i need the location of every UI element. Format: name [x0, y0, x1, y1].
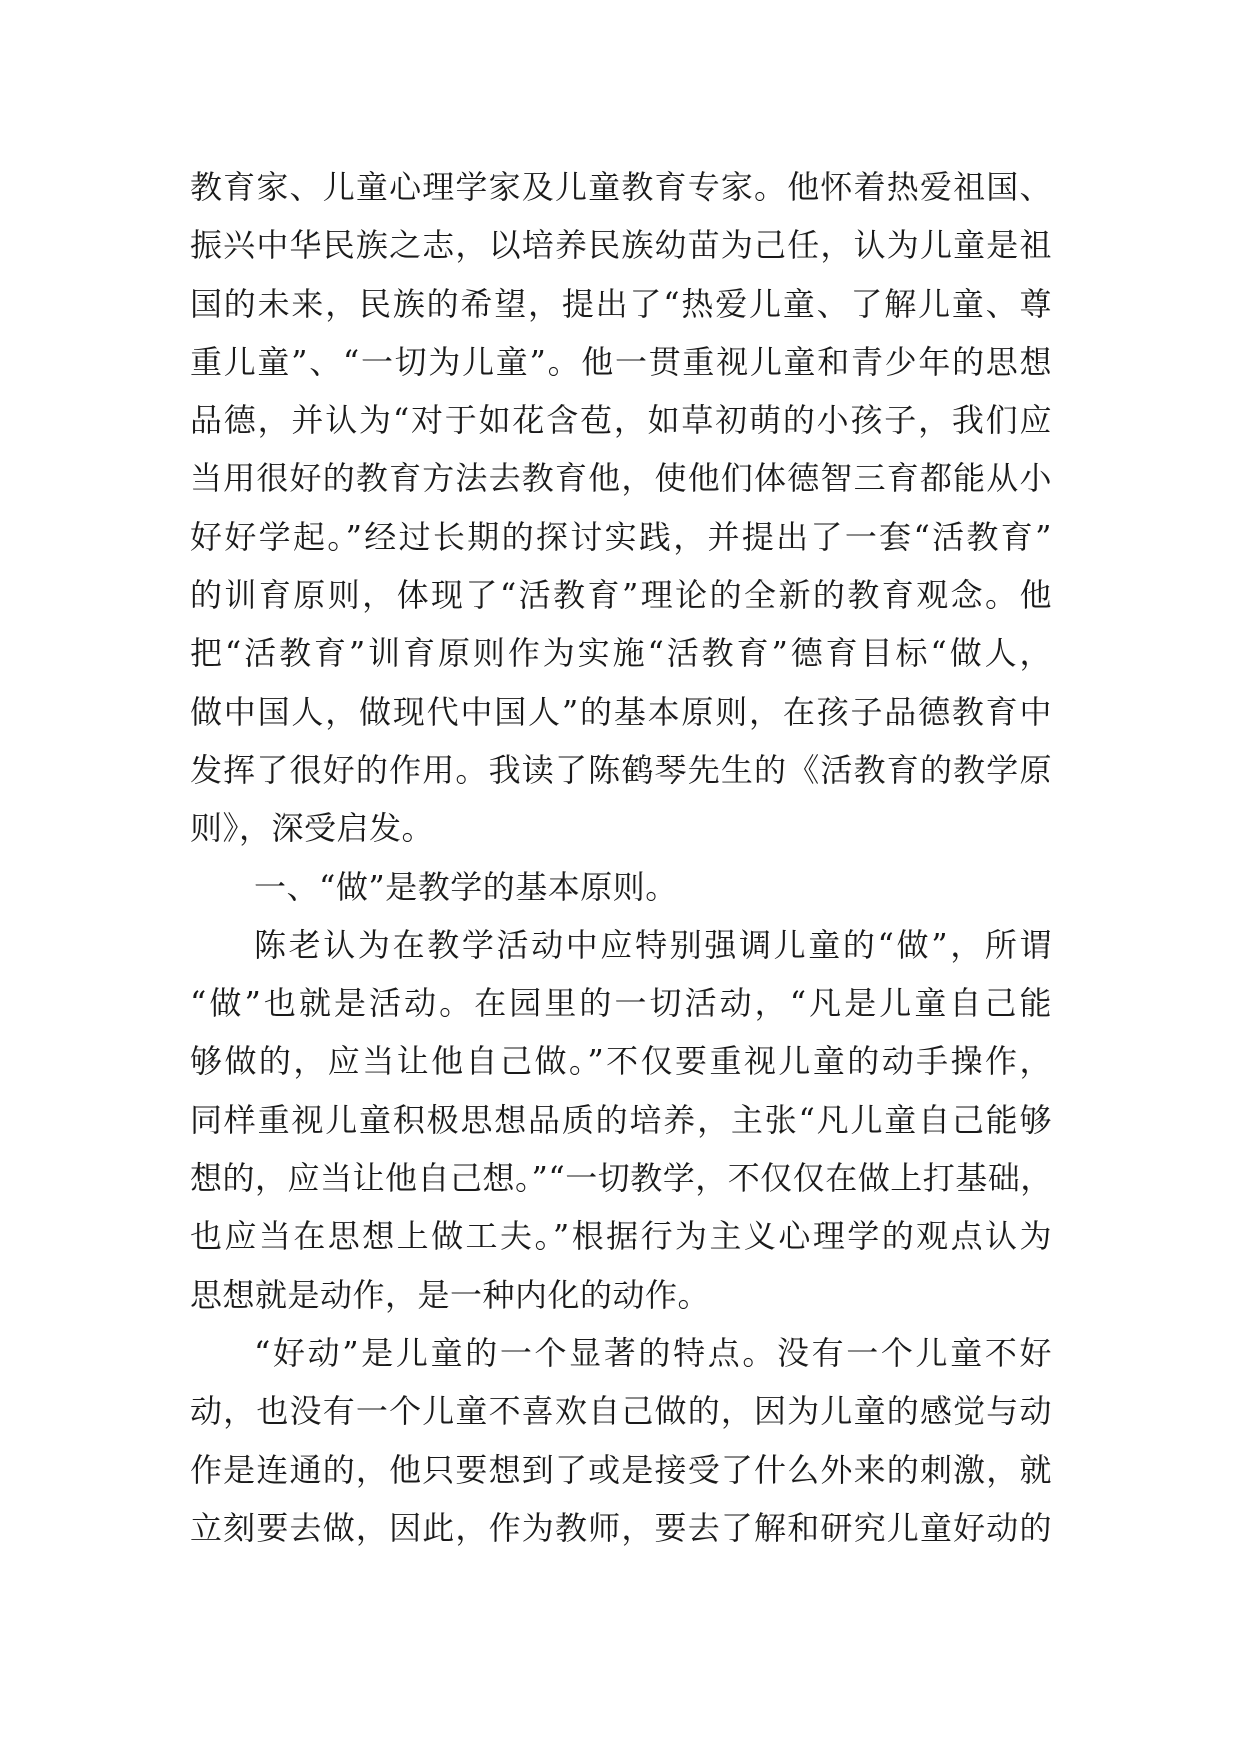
text-line: 想的，应当让他自己想。”“一切教学，不仅仅在做上打基础，: [190, 1159, 1053, 1198]
text-line: 则》，深受启发。: [190, 809, 435, 848]
text-line: 国的未来，民族的希望，提出了“热爱儿童、了解儿童、尊: [190, 284, 1052, 323]
text-line: 振兴中华民族之志，以培养民族幼苗为己任，认为儿童是祖: [190, 226, 1052, 265]
text-line: “好动”是儿童的一个显著的特点。没有一个儿童不好: [254, 1333, 1052, 1372]
text-line: 的训育原则，体现了“活教育”理论的全新的教育观念。他: [190, 576, 1052, 615]
text-line: 思想就是动作，是一种内化的动作。: [190, 1275, 711, 1314]
text-line: 品德，并认为“对于如花含苞，如草初萌的小孩子，我们应: [190, 401, 1052, 440]
text-line: 好好学起。”经过长期的探讨实践，并提出了一套“活教育”: [190, 517, 1052, 556]
text-line: 同样重视儿童积极思想品质的培养，主张“凡儿童自己能够: [190, 1100, 1052, 1139]
text-line: 重儿童”、“一切为儿童”。他一贯重视儿童和青少年的思想: [190, 342, 1052, 381]
text-line: 做中国人，做现代中国人”的基本原则，在孩子品德教育中: [190, 692, 1052, 731]
text-line: 作是连通的，他只要想到了或是接受了什么外来的刺激，就: [190, 1450, 1052, 1489]
text-line: 立刻要去做，因此，作为教师，要去了解和研究儿童好动的: [190, 1508, 1052, 1547]
text-line: 教育家、儿童心理学家及儿童教育专家。他怀着热爱祖国、: [190, 168, 1052, 206]
text-line: 够做的，应当让他自己做。”不仅要重视儿童的动手操作，: [190, 1042, 1052, 1081]
text-line: 一、“做”是教学的基本原则。: [254, 867, 678, 906]
text-line: 陈老认为在教学活动中应特别强调儿童的“做”，所谓: [254, 925, 1052, 964]
body-text: [190, 158, 1052, 1557]
text-line: 动，也没有一个儿童不喜欢自己做的，因为儿童的感觉与动: [190, 1392, 1052, 1431]
text-line: 当用很好的教育方法去教育他，使他们体德智三育都能从小: [190, 459, 1052, 498]
text-line: “做”也就是活动。在园里的一切活动，“凡是儿童自己能: [190, 984, 1052, 1023]
text-line: 发挥了很好的作用。我读了陈鹤琴先生的《活教育的教学原: [190, 750, 1052, 789]
text-line: 也应当在思想上做工夫。”根据行为主义心理学的观点认为: [190, 1217, 1052, 1256]
text-line: 把“活教育”训育原则作为实施“活教育”德育目标“做人，: [190, 634, 1052, 673]
